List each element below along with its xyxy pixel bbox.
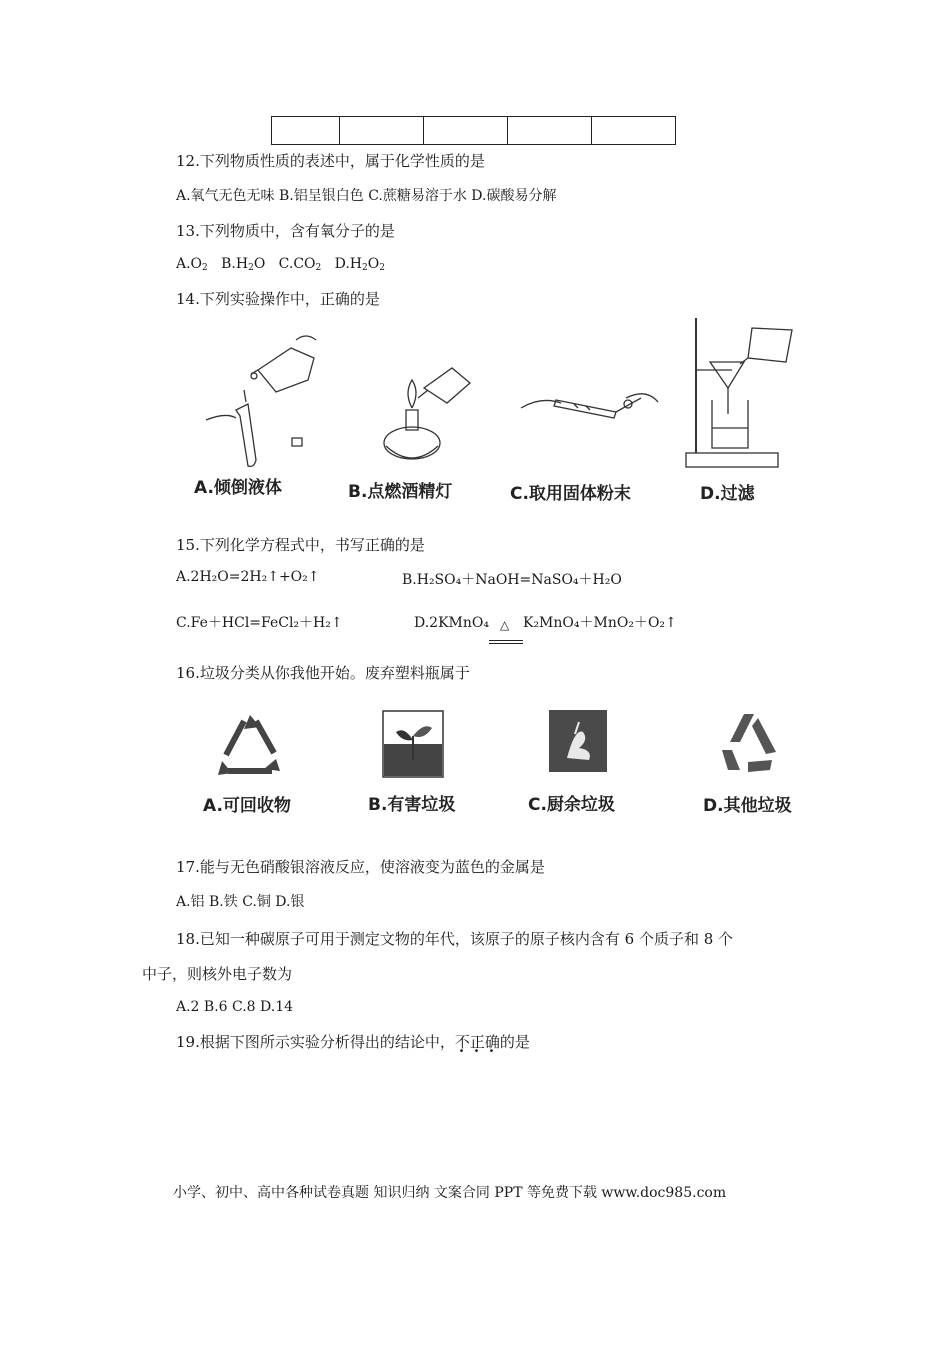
question-15-stem: 15.下列化学方程式中，书写正确的是	[176, 536, 425, 554]
solid-powder-illustration	[516, 378, 661, 438]
option-b: B.H	[221, 256, 249, 272]
q16-caption-a: A.可回收物	[203, 796, 291, 816]
option-d: D.H	[334, 256, 363, 272]
q16-caption-c: C.厨余垃圾	[528, 795, 615, 815]
filtration-illustration	[682, 318, 812, 478]
subscript: 2	[202, 263, 208, 273]
pour-liquid-illustration	[196, 330, 326, 470]
equals-line	[489, 643, 523, 644]
heat-symbol: △	[499, 618, 510, 632]
question-18-stem-line2: 中子，则核外电子数为	[142, 965, 293, 983]
equals-line	[489, 640, 523, 641]
question-19-stem	[176, 1031, 530, 1052]
option-d-mid: O	[367, 256, 380, 272]
question-18-stem-line1: 18.已知一种碳原子可用于测定文物的年代，该原子的原子核内含有 6 个质子和 8 个	[176, 930, 734, 948]
answer-table	[271, 116, 676, 145]
question-15-option-b: B.H₂SO₄＋NaOH=NaSO₄＋H₂O	[402, 572, 622, 588]
q14-caption-a: A.倾倒液体	[194, 478, 282, 498]
table-cell	[272, 117, 340, 145]
recycle-icon	[214, 713, 286, 779]
q16-caption-d: D.其他垃圾	[703, 796, 792, 816]
q14-caption-d: D.过滤	[700, 484, 755, 504]
other-waste-icon	[718, 712, 780, 776]
option-a: A.O	[176, 256, 203, 272]
question-17-options: A.铝 B.铁 C.铜 D.银	[176, 894, 305, 910]
question-15-option-d	[414, 612, 677, 632]
table-row	[272, 117, 676, 145]
page-footer: 小学、初中、高中各种试卷真题 知识归纳 文案合同 PPT 等免费下载 www.doc985.com	[173, 1185, 727, 1201]
subscript: 2	[362, 263, 368, 273]
emphasis-char: 不	[454, 1033, 470, 1051]
kitchen-waste-icon	[549, 710, 607, 772]
table-cell	[340, 117, 424, 145]
table-cell	[592, 117, 676, 145]
stem-prefix: 19.根据下图所示实验分析得出的结论中，	[176, 1033, 455, 1051]
table-cell	[508, 117, 592, 145]
option-d-reactant: D.2KMnO₄	[414, 615, 489, 631]
subscript: 2	[248, 263, 254, 273]
subscript: 2	[315, 263, 322, 273]
question-14-stem: 14.下列实验操作中，正确的是	[176, 290, 380, 308]
question-12-stem: 12.下列物质性质的表述中，属于化学性质的是	[176, 152, 485, 170]
option-d-products: K₂MnO₄＋MnO₂＋O₂↑	[522, 615, 677, 631]
hazardous-waste-icon	[382, 710, 444, 778]
emphasis-char: 确	[484, 1033, 500, 1051]
question-16-stem: 16.垃圾分类从你我他开始。废弃塑料瓶属于	[176, 664, 470, 682]
stem-suffix: 的是	[499, 1033, 530, 1051]
q16-caption-b: B.有害垃圾	[368, 795, 456, 815]
table-cell	[424, 117, 508, 145]
question-13-options	[176, 256, 385, 273]
question-12-options: A.氧气无色无味 B.铝呈银白色 C.蔗糖易溶于水 D.碳酸易分解	[176, 188, 557, 204]
q14-caption-b: B.点燃酒精灯	[348, 482, 453, 502]
question-18-options: A.2 B.6 C.8 D.14	[176, 999, 294, 1015]
question-15-option-c: C.Fe＋HCl=FeCl₂＋H₂↑	[176, 615, 343, 631]
alcohol-lamp-illustration	[372, 348, 482, 473]
question-15-option-a: A.2H₂O=2H₂↑+O₂↑	[176, 569, 320, 585]
option-b-tail: O	[253, 256, 266, 272]
question-13-stem: 13.下列物质中，含有氧分子的是	[176, 222, 395, 240]
subscript: 2	[379, 263, 385, 273]
q14-caption-c: C.取用固体粉末	[510, 484, 631, 504]
question-17-stem: 17.能与无色硝酸银溶液反应，使溶液变为蓝色的金属是	[176, 858, 545, 876]
emphasis-char: 正	[469, 1033, 485, 1051]
option-c: C.CO	[278, 256, 316, 272]
